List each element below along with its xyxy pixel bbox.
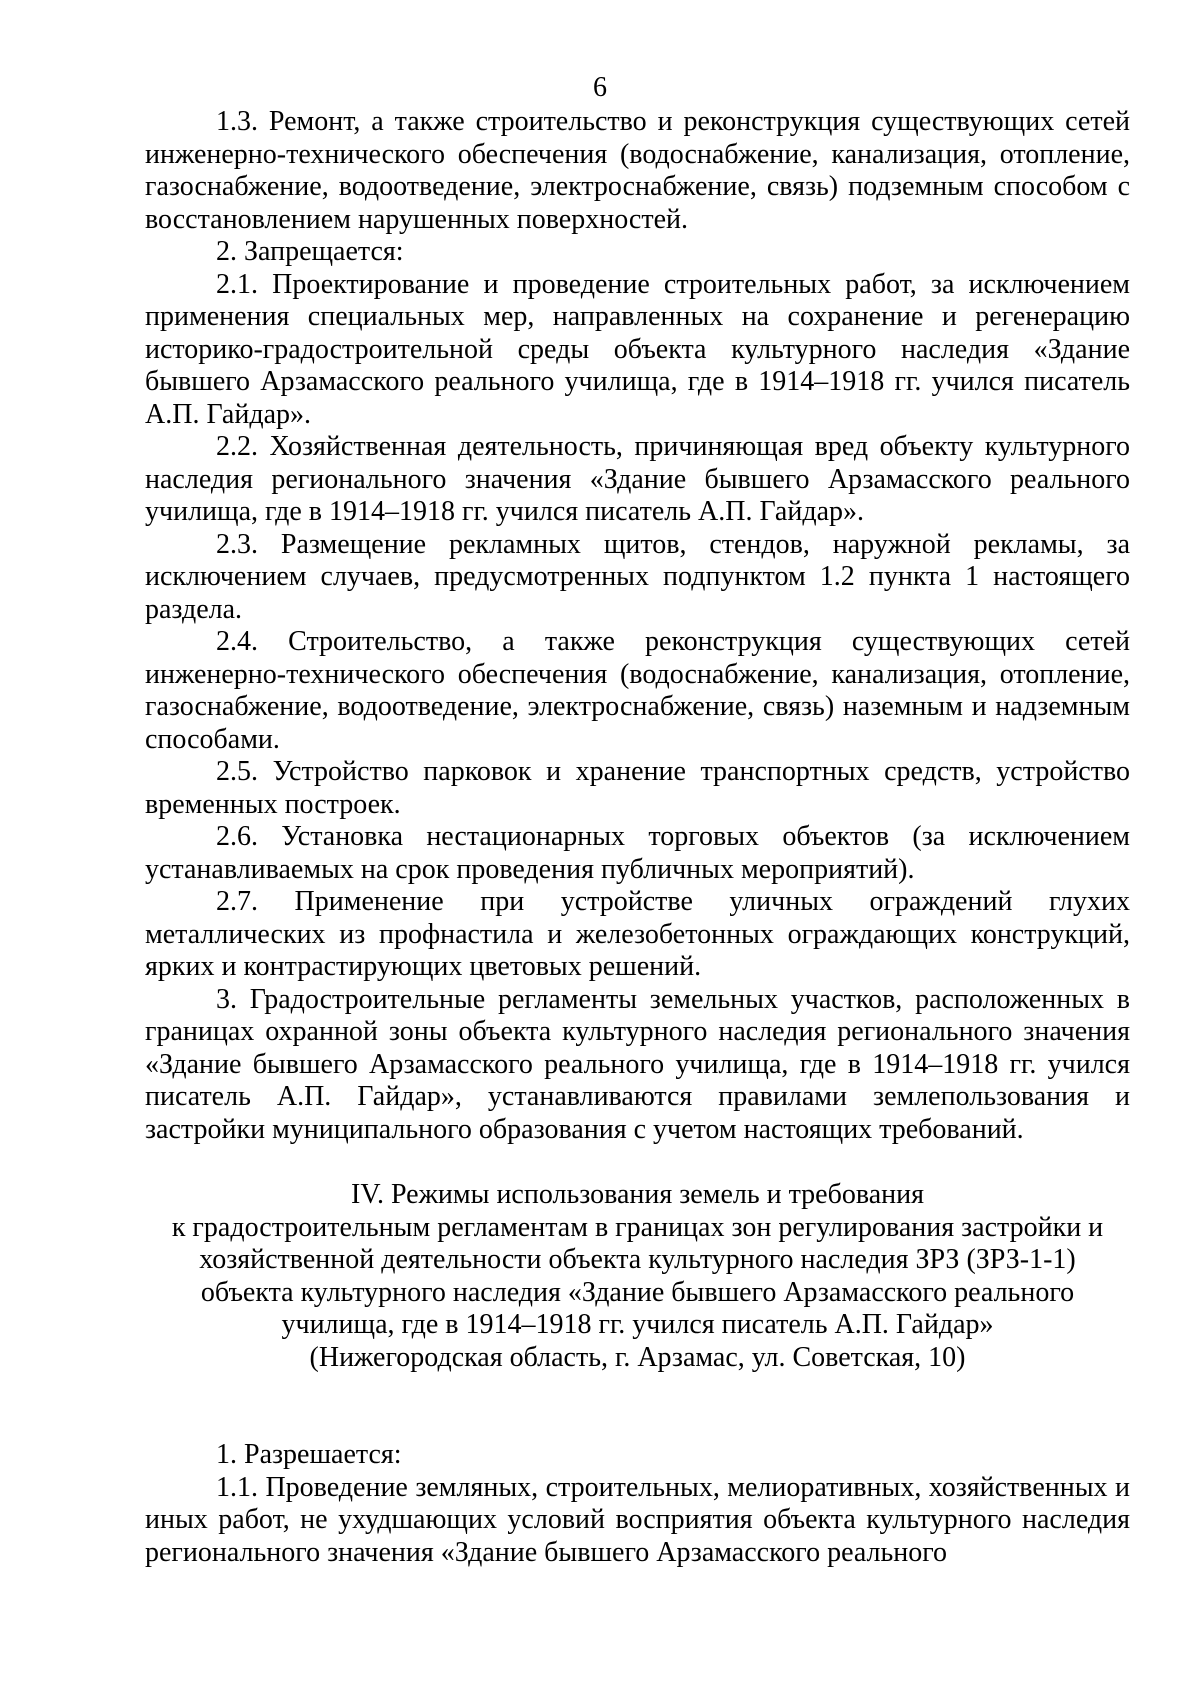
paragraph-2-2: 2.2. Хозяйственная деятельность, причиняющая вред объекту культурного наследия регионального значения «Здание бывшего Арзамасского реального училища, где в 1914–1918 гг. учился писатель А.П. Гайдар». — [145, 431, 1130, 527]
paragraph-1-1: 1.1. Проведение земляных, строительных, мелиоративных, хозяйственных и иных работ, не ухудшающих условий восприятия объекта культурного наследия регионального значения «Здание бывшего Арзамасского реального — [145, 1471, 1130, 1568]
heading-line: (Нижегородская область, г. Арзамас, ул. Советская, 10) — [309, 1341, 966, 1373]
paragraph-2-5: 2.5. Устройство парковок и хранение транспортных средств, устройство временных построек. — [145, 756, 1130, 820]
section-heading — [145, 1179, 1130, 1374]
paragraph-3: 3. Градостроительные регламенты земельных участков, расположенных в границах охранной зоны объекта культурного наследия регионального значения «Здание бывшего Арзамасского реального училища, где в 1914–1918 гг. учился писатель А.П. Гайдар», устанавливаются правилами землепользования и застройки муниципального образования с учетом настоящих требований. — [145, 983, 1130, 1145]
paragraph-2-7: 2.7. Применение при устройстве уличных ограждений глухих металлических из профнастила и железобетонных ограждающих конструкций, ярких и контрастирующих цветовых решений. — [145, 886, 1130, 982]
paragraph-2-4: 2.4. Строительство, а также реконструкция существующих сетей инженерно-технического обеспечения (водоснабжение, канализация, отопление, газоснабжение, водоотведение, электроснабжение, связь) наземным и надземным способами. — [145, 626, 1130, 755]
heading-line: училища, где в 1914–1918 гг. учился писатель А.П. Гайдар» — [281, 1309, 994, 1340]
paragraph-2-3: 2.3. Размещение рекламных щитов, стендов, наружной рекламы, за исключением случаев, предусмотренных подпунктом 1.2 пункта 1 настоящего раздела. — [145, 528, 1130, 625]
paragraph-2-prohibited: 2. Запрещается: — [216, 236, 404, 267]
paragraph-1-permitted: 1. Разрешается: — [216, 1439, 402, 1470]
paragraph-2-6: 2.6. Установка нестационарных торговых объектов (за исключением устанавливаемых на срок проведения публичных мероприятий). — [145, 821, 1130, 885]
heading-line: IV. Режимы использования земель и требования — [351, 1179, 924, 1210]
page-number: 6 — [593, 72, 607, 103]
heading-line: объекта культурного наследия «Здание бывшего Арзамасского реального — [200, 1276, 1075, 1308]
paragraph-1-3: 1.3. Ремонт, а также строительство и реконструкция существующих сетей инженерно-технического обеспечения (водоснабжение, канализация, отопление, газоснабжение, водоотведение, электроснабжение, связь) подземным способом с восстановлением нарушенных поверхностей. — [145, 106, 1130, 235]
paragraph-2-1: 2.1. Проектирование и проведение строительных работ, за исключением применения специальных мер, направленных на сохранение и регенерацию историко-градостроительной среды объекта культурного наследия «Здание бывшего Арзамасского реального училища, где в 1914–1918 гг. учился писатель А.П. Гайдар». — [145, 268, 1130, 430]
document-body — [145, 106, 1130, 1569]
heading-line: хозяйственной деятельности объекта культурного наследия ЗРЗ (ЗРЗ-1-1) — [199, 1244, 1076, 1275]
heading-line: к градостроительным регламентам в границах зон регулирования застройки и — [171, 1211, 1104, 1243]
